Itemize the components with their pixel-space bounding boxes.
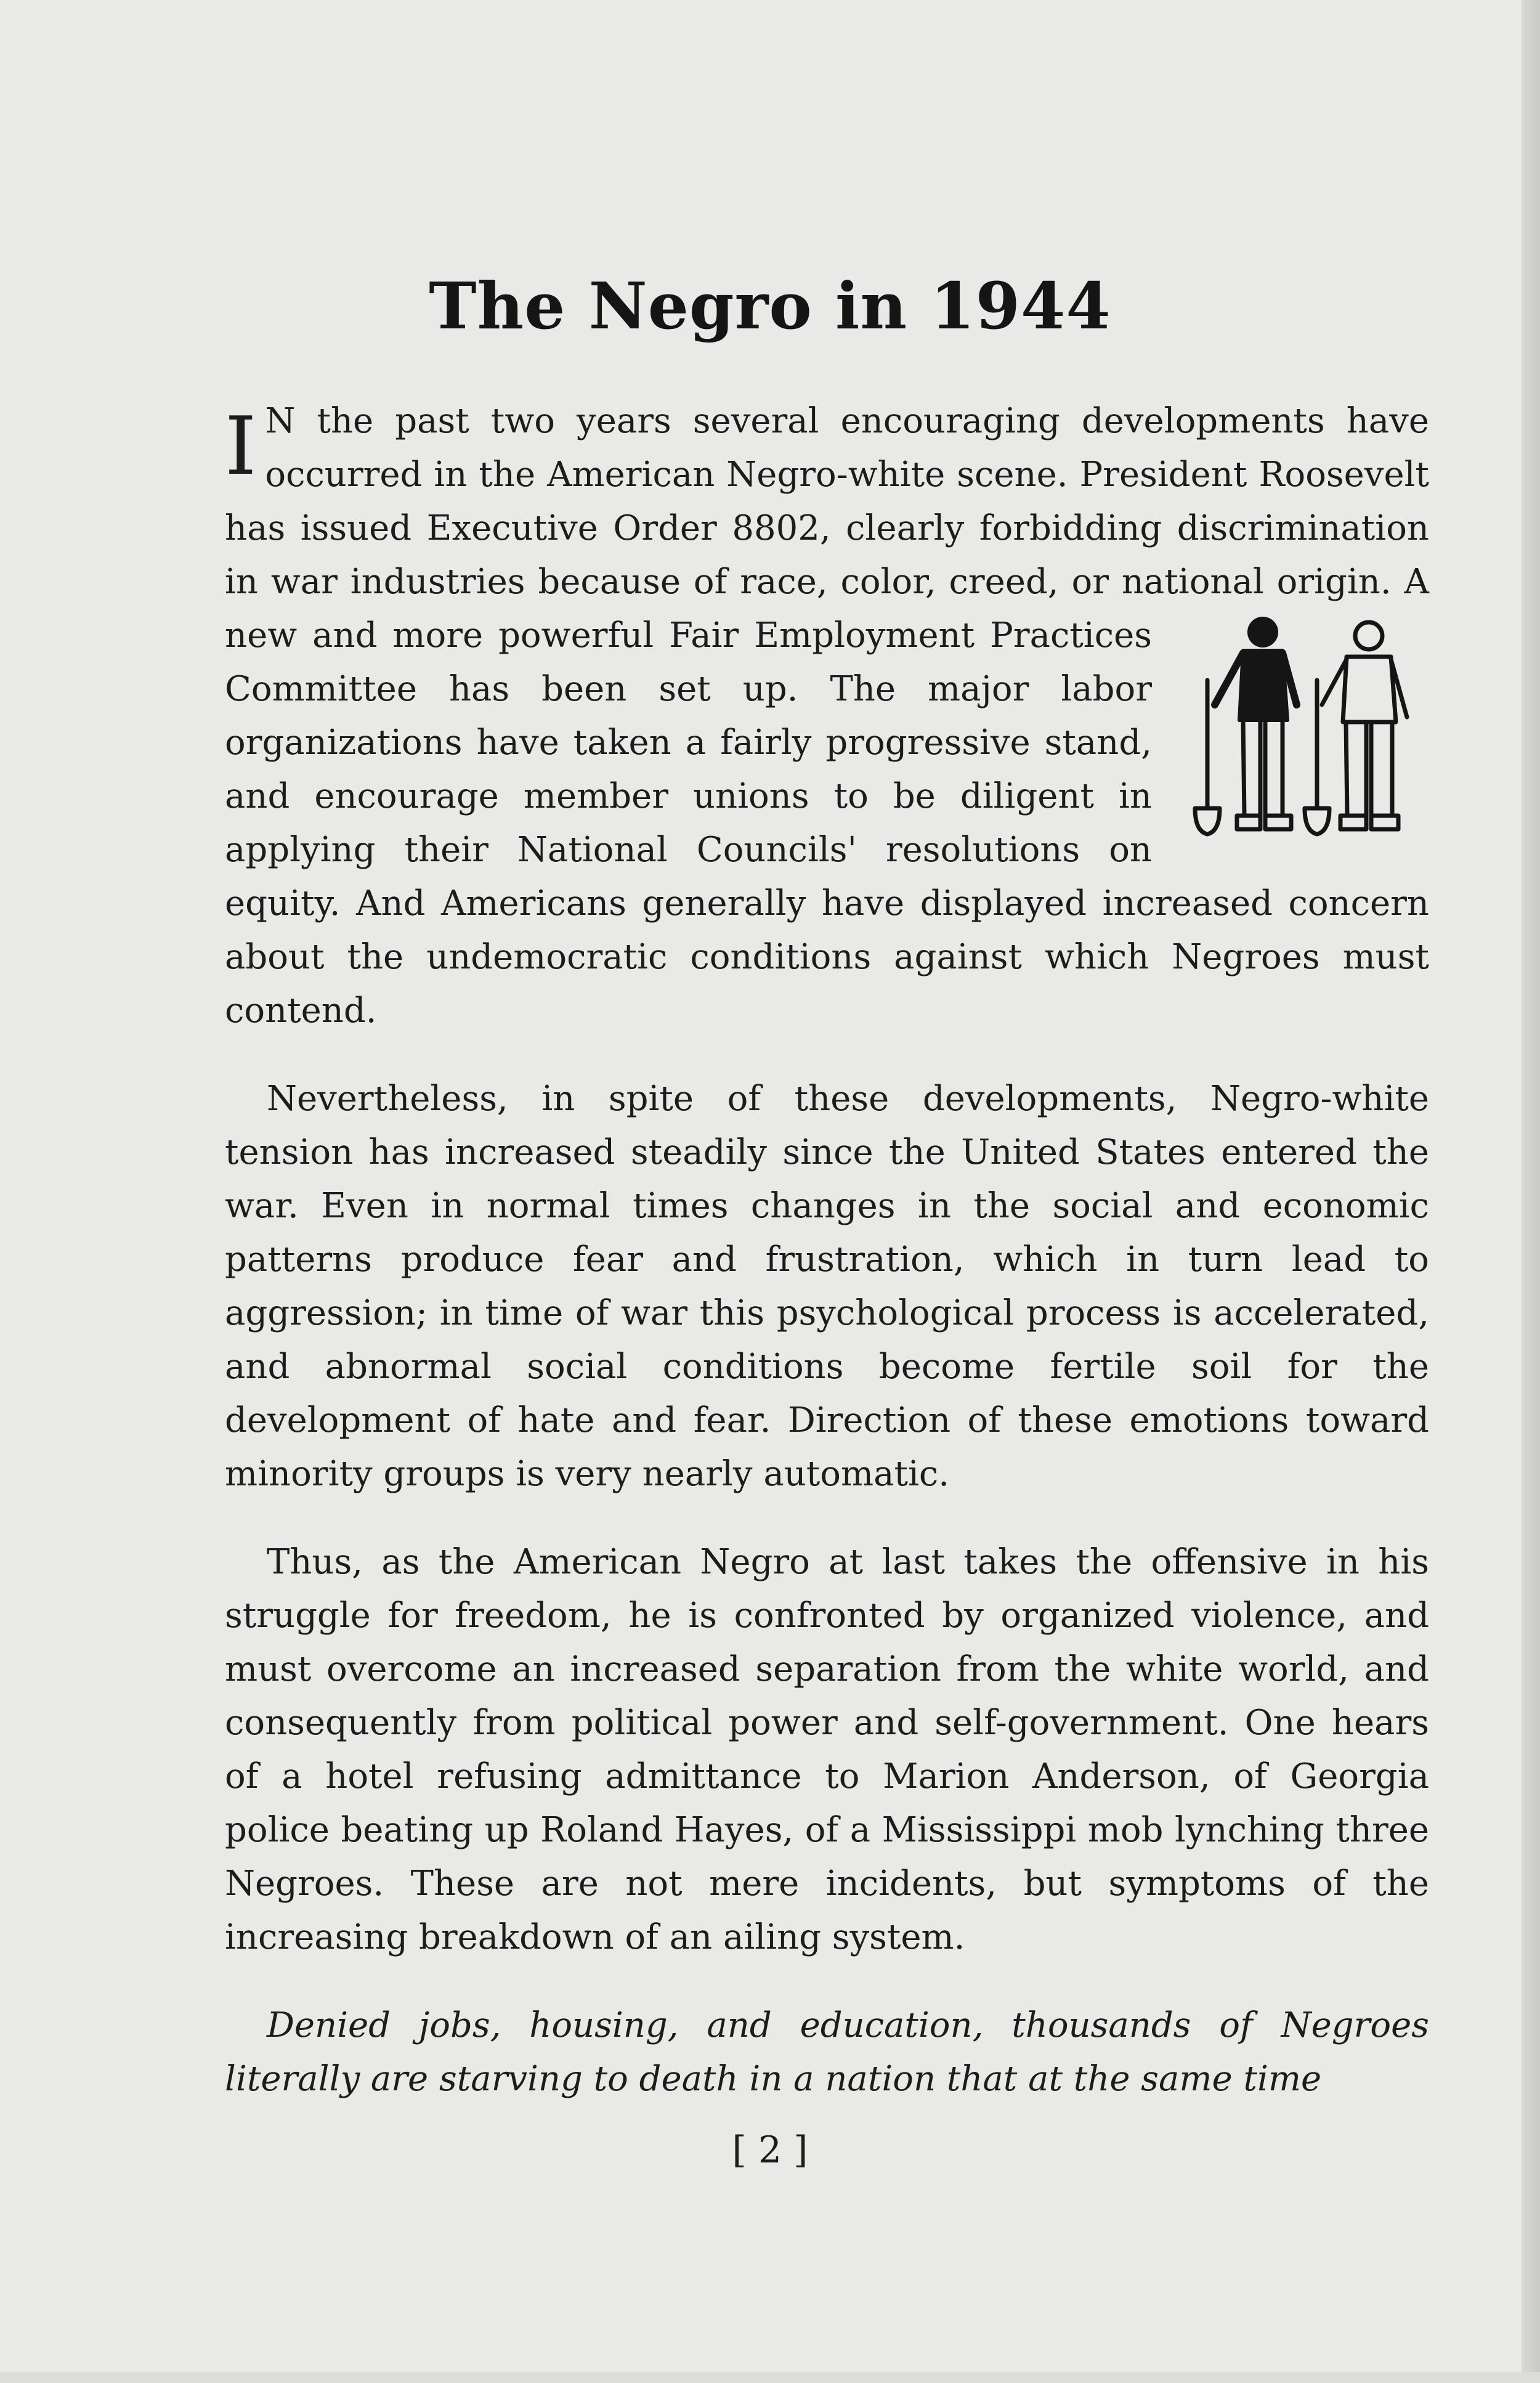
drop-cap: I xyxy=(225,399,257,493)
paragraph-2: Nevertheless, in spite of these developments, Negro-white tension has increased steadily since the United States entered the war. Even in normal times changes in the social and economic patterns produce fear and frustration, which in turn lead to aggression; in time of war this psychological process is accelerated, and abnormal social conditions become fertile soil for the development of hate and fear. Direction of these emotions toward minority groups is very nearly automatic. xyxy=(225,1079,1429,1494)
page-edge-shadow xyxy=(1522,0,1540,2383)
page-title: The Negro in 1944 xyxy=(429,268,1111,344)
paragraph-1-lead: N the past two years several encouraging developments have occurred in the American Negro-white scene. President Roosevelt has issued Executive Order 8802, clearly forbidding discrimination in war industries because of race, color, creed, or national origin. xyxy=(225,401,1429,602)
page-number: [ 2 ] xyxy=(732,2129,808,2172)
page-bottom-edge xyxy=(0,2372,1540,2383)
paragraph-1-rest: A new and more powerful Fair Employment Practices Committee has been set up. The major labor organizations have taken a fairly progressive stand, and encourage member unions to be diligent in applying their National Councils' resolutions on equity. And Americans generally have displayed increased concern about the undemocratic conditions against which Negroes must contend. xyxy=(225,562,1429,1031)
paragraph-3: Thus, as the American Negro at last takes the offensive in his struggle for freedom, he is confronted by organized violence, and must overcome an increased separation from the white world, and consequently from political power and self-government. One hears of a hotel refusing admittance to Marion Anderson, of Georgia police beating up Roland Hayes, of a Mississippi mob lynching three Negroes. These are not mere incidents, but symptoms of the increasing breakdown of an ailing system. xyxy=(225,1542,1429,1957)
workers-illustration-icon xyxy=(1170,612,1429,846)
paragraph-4-italic: Denied jobs, housing, and education, thousands of Negroes literally are starving to death in a nation that at the same time xyxy=(225,2005,1429,2099)
article-body xyxy=(225,394,1429,2106)
paragraph-1 xyxy=(225,394,1429,1037)
